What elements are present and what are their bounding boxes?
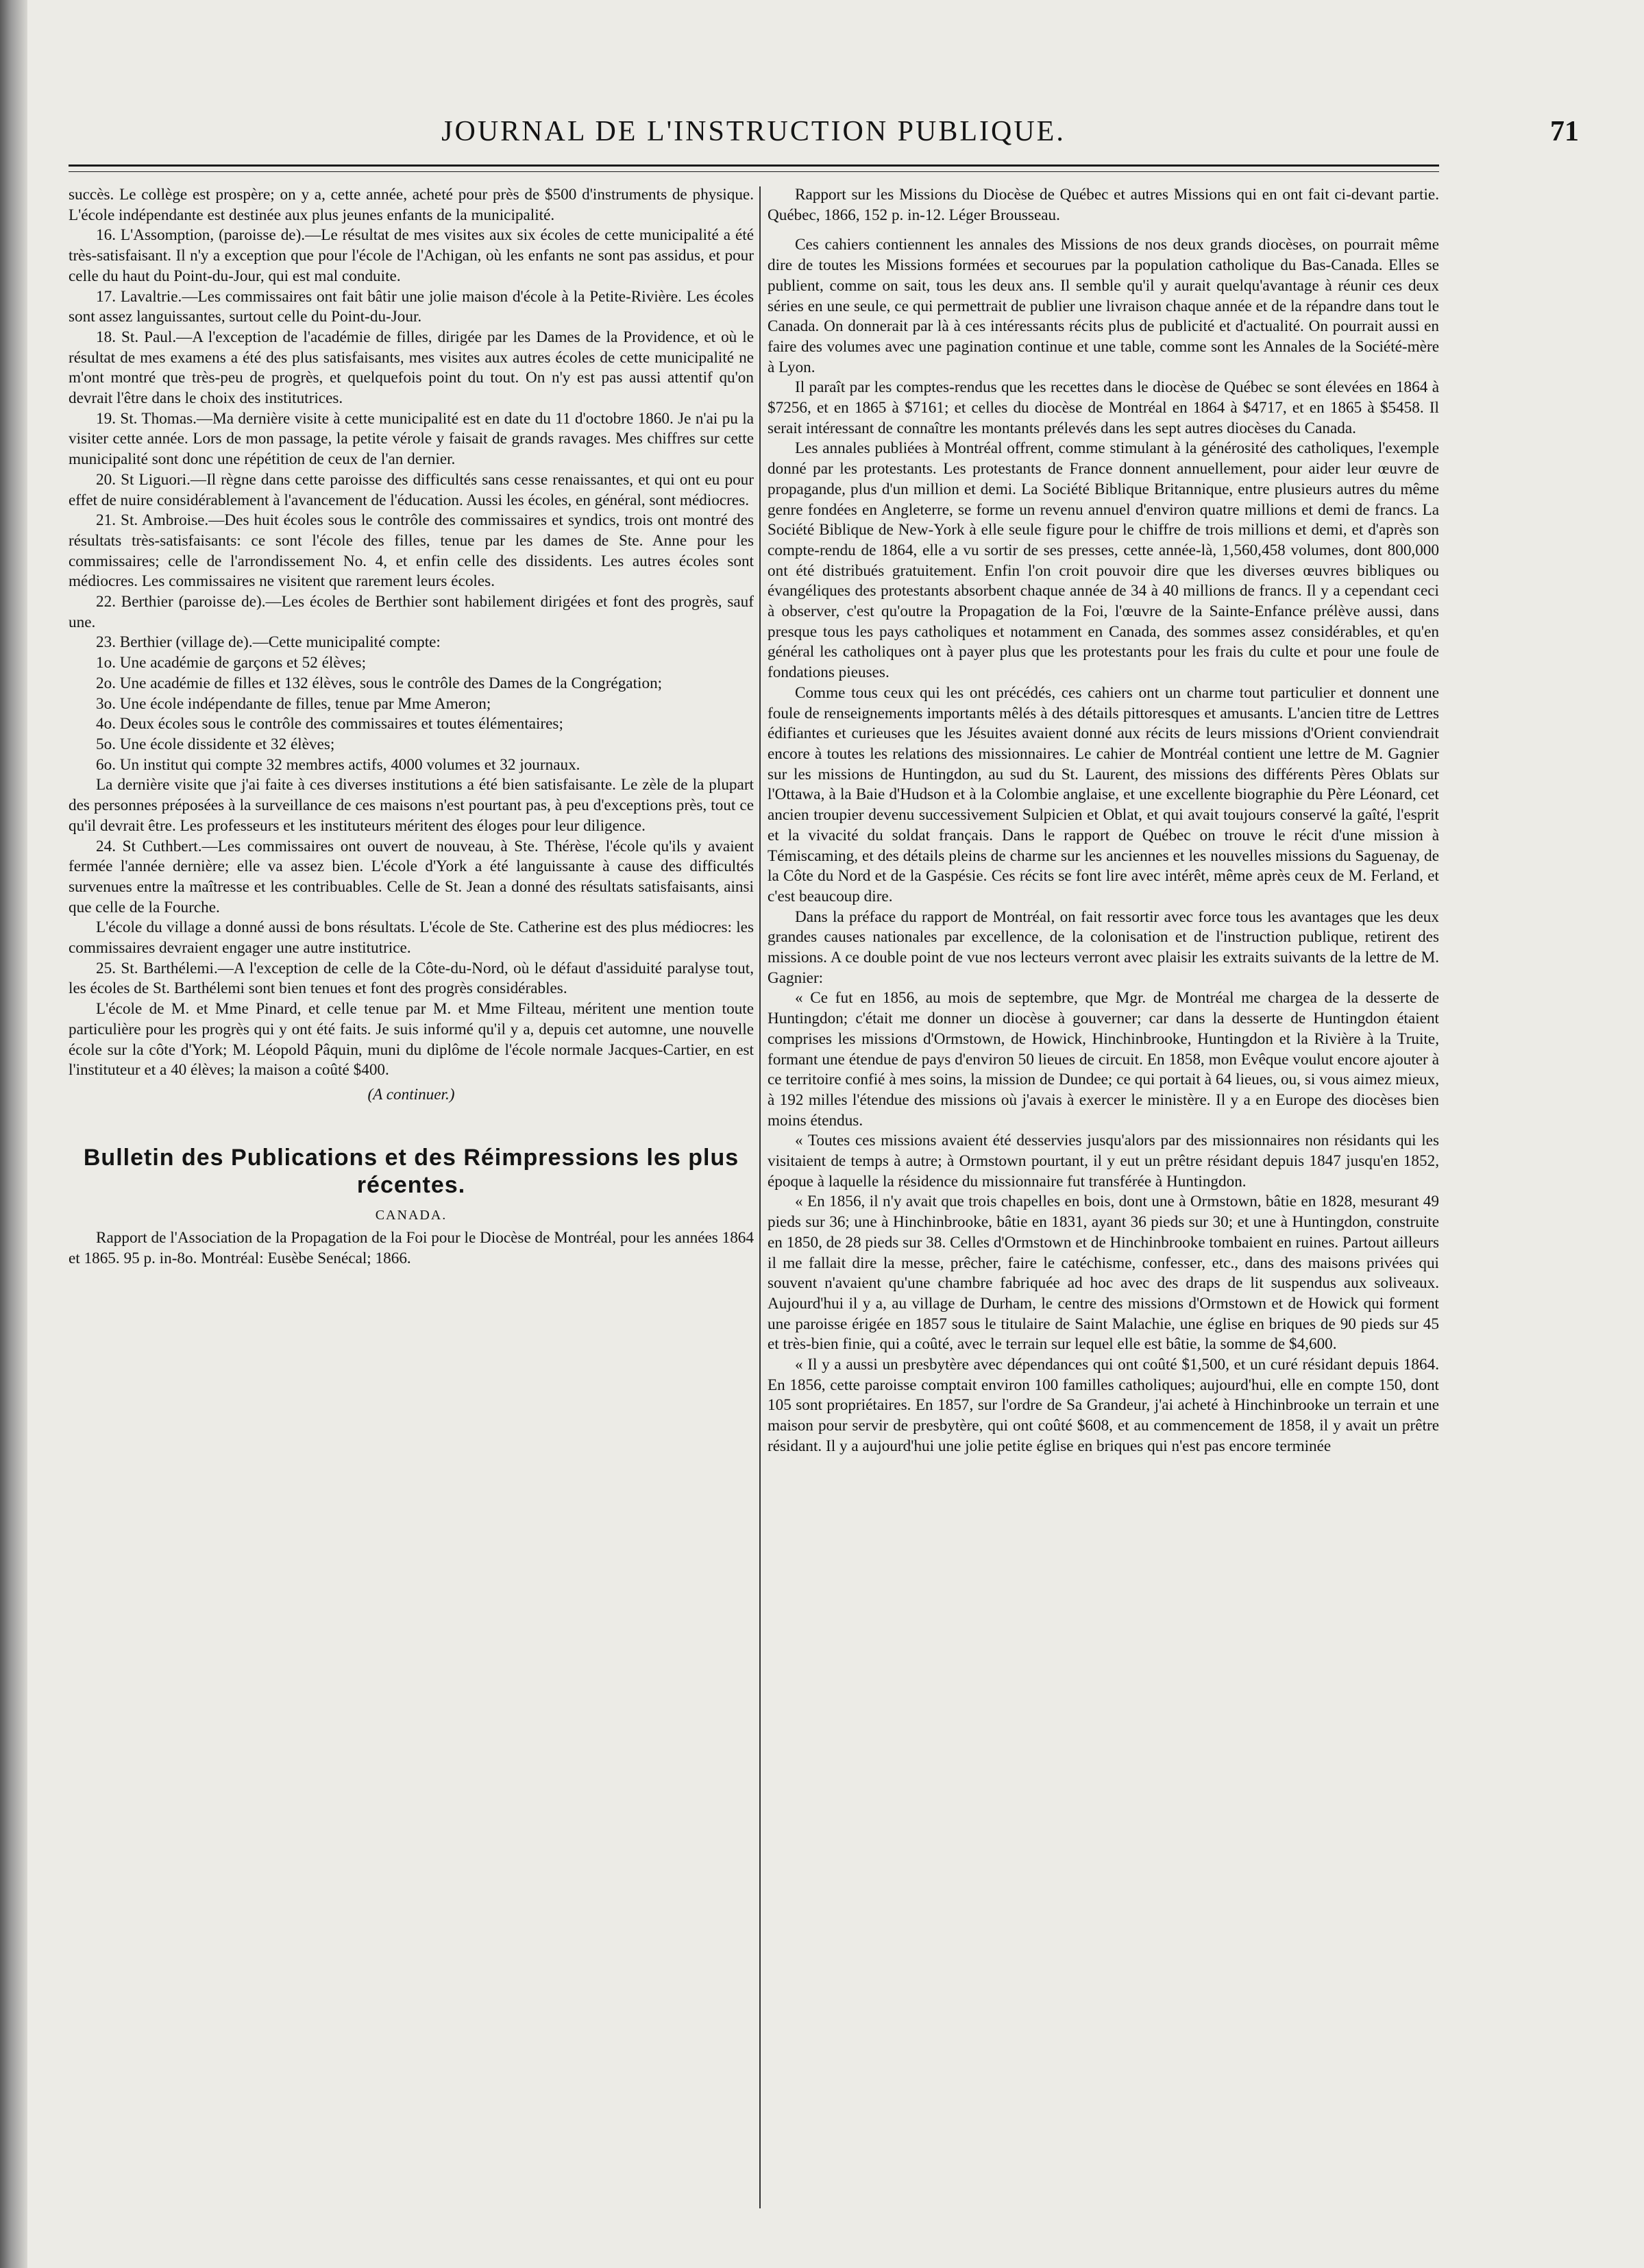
list-item: 2o. Une académie de filles et 132 élèves, sous le contrôle des Dames de la Congrégation; bbox=[96, 674, 663, 692]
section-subhead: CANADA. bbox=[375, 1207, 447, 1223]
paragraph: Il paraît par les comptes-rendus que les recettes dans le diocèse de Québec se sont élevées en 1864 à $7256, et en 1865 à $7161; et celles du diocèse de Montréal en 1864 à $4717, et en 1865 à $5458. Il serait intéressant de connaître les montants prélevés dans les sept autres diocèses du Canada. bbox=[768, 378, 1439, 437]
page-header bbox=[69, 115, 1579, 158]
list-item: 3o. Une école indépendante de filles, tenue par Mme Ameron; bbox=[96, 694, 491, 713]
header-rule-thin bbox=[69, 171, 1439, 172]
list-item: 6o. Un institut qui compte 32 membres actifs, 4000 volumes et 32 journaux. bbox=[96, 755, 580, 774]
paragraph: 21. St. Ambroise.—Des huit écoles sous le contrôle des commissaires et syndics, trois ont montré des résultats très-satisfaisants: ce sont l'école des filles, tenue par les dames de Ste. Anne pour les commissaires; celle de l'arrondissement No. 4, et enfin celle des dissidents. Les autres écoles sont médiocres. Les commissaires ne visitent que rarement leurs écoles. bbox=[69, 511, 754, 591]
paragraph: 22. Berthier (paroisse de).—Les écoles de Berthier sont habilement dirigées et font des progrès, sauf une. bbox=[69, 593, 754, 631]
paragraph: Ces cahiers contiennent les annales des Missions de nos deux grands diocèses, on pourrait même dire de toutes les Missions formées et secourues par la population catholique du Bas-Canada. Elles se publient, comme on sait, tous les deux ans. Il semble qu'il y aurait quelqu'avantage à réunir ces deux séries en une seule, ce qui permettrait de publier une livraison chaque année et de la répandre dans tout le Canada. On donnerait par là à ces intéressants récits plus de publicité et d'actualité. On pourrait aussi en faire des volumes avec une pagination continue et une table, comme sont les Annales de la Société-mère à Lyon. bbox=[768, 236, 1439, 376]
section-title: Bulletin des Publications et des Réimpressions les plus récentes. bbox=[83, 1144, 739, 1198]
running-title: JOURNAL DE L'INSTRUCTION PUBLIQUE. bbox=[441, 116, 1066, 147]
column-divider bbox=[759, 186, 761, 2208]
paragraph: 19. St. Thomas.—Ma dernière visite à cette municipalité est en date du 11 d'octobre 1860. Je n'ai pu la visiter cette année. Lors de mon passage, la petite vérole y faisait de grands ravages. Mes chiffres sur cette municipalité sont donc une répétition de ceux de l'an dernier. bbox=[69, 409, 754, 469]
paragraph: succès. Le collège est prospère; on y a, cette année, acheté pour près de $500 d'instruments de physique. L'école indépendante est destinée aux plus jeunes enfants de la municipalité. bbox=[69, 186, 754, 224]
paragraph: Comme tous ceux qui les ont précédés, ces cahiers ont un charme tout particulier et donnent une foule de renseignements importants mêlés à des détails pittoresques et amusants. L'ancien titre de Lettres édifiantes et curieuses que les Jésuites avaient donné aux récits de leurs missions d'Orient conviendrait encore à toutes les relations des missionnaires. Le cahier de Montréal contient une lettre de M. Gagnier sur les missions de Huntingdon, au sud du St. Laurent, des missions des différents Pères Oblats sur l'Ottawa, à la Baie d'Hudson et à la Colombie anglaise, et une excellente biographie du Père Léonard, cet ancien troupier devenu successivement Sulpicien et Oblat, et qui avait toujours conservé la gaîté, l'esprit et la vivacité du soldat français. Dans le rapport de Québec on trouve le récit d'une mission à Témiscaming, et des détails pleins de charme sur les anciennes et les nouvelles missions du Saguenay, de la Côte du Nord et de la Gaspésie. Ces récits se font lire avec intérêt, même après ceux de M. Ferland, et c'est beaucoup dire. bbox=[768, 683, 1439, 905]
paragraph: 23. Berthier (village de).—Cette municipalité compte: bbox=[96, 633, 441, 652]
paragraph: 25. St. Barthélemi.—A l'exception de celle de la Côte-du-Nord, où le défaut d'assiduité paralyse tout, les écoles de St. Barthélemi sont bien tenues et font des progrès considérables. bbox=[69, 959, 754, 998]
paragraph: Dans la préface du rapport de Montréal, on fait ressortir avec force tous les avantages que les deux grandes causes nationales par excellence, de la colonisation et de l'instruction publique, retirent des missions. A ce double point de vue nos lecteurs verront avec plaisir les extraits suivants de la lettre de M. Gagnier: bbox=[768, 907, 1439, 987]
paragraph: 16. L'Assomption, (paroisse de).—Le résultat de mes visites aux six écoles de cette municipalité a été très-satisfaisant. Il n'y a exception que pour l'école de l'Achigan, où les enfants ne sont pas assidus, et pour celle du haut du Point-du-Jour, qui est mal conduite. bbox=[69, 226, 754, 285]
paragraph: 24. St Cuthbert.—Les commissaires ont ouvert de nouveau, à Ste. Thérèse, l'école qu'ils y avaient fermée l'année dernière; elle va assez bien. L'école d'York a été languissante à cause des difficultés survenues entre la maîtresse et les contribuables. Celle de St. Jean a donné des résultats satisfaisants, ainsi que celle de la Fourche. bbox=[69, 837, 754, 916]
right-column bbox=[768, 185, 1439, 1457]
paragraph: 17. Lavaltrie.—Les commissaires ont fait bâtir une jolie maison d'école à la Petite-Rivière. Les écoles sont assez languissantes, surtout celle du Point-du-Jour. bbox=[69, 287, 754, 326]
publication-entry: Rapport de l'Association de la Propagation de la Foi pour le Diocèse de Montréal, pour les années 1864 et 1865. 95 p. in-8o. Montréal: Eusèbe Senécal; 1866. bbox=[69, 1229, 754, 1268]
list-item: 1o. Une académie de garçons et 52 élèves; bbox=[96, 654, 367, 672]
quoted-paragraph: « Il y a aussi un presbytère avec dépendances qui ont coûté $1,500, et un curé résidant depuis 1864. En 1856, cette paroisse comptait environ 100 familles catholiques; aujourd'hui, elle en compte 150, dont 105 sont propriétaires. En 1857, sur l'ordre de Sa Grandeur, j'ai acheté à Hinchinbrooke un terrain et une maison pour servir de presbytère, qui ont coûté $608, et au commencement de 1858, il y avait un prêtre résidant. Il y a aujourd'hui une jolie petite église en briques qui n'est pas encore terminée bbox=[768, 1356, 1439, 1455]
continuer-note: (A continuer.) bbox=[367, 1085, 455, 1103]
binding-edge bbox=[0, 0, 27, 2268]
paragraph: 20. St Liguori.—Il règne dans cette paroisse des difficultés sans cesse renaissantes, et qui ont eu pour effet de nuire considérablement à l'avancement de l'éducation. Aussi les écoles, en général, sont médiocres. bbox=[69, 470, 754, 509]
paragraph: L'école du village a donné aussi de bons résultats. L'école de Ste. Catherine est des plus médiocres: les commissaires devraient engager une autre institutrice. bbox=[69, 918, 754, 958]
publication-entry: Rapport sur les Missions du Diocèse de Québec et autres Missions qui en ont fait ci-devant partie. Québec, 1866, 152 p. in-12. Léger Brousseau. bbox=[768, 186, 1439, 224]
quoted-paragraph: « En 1856, il n'y avait que trois chapelles en bois, dont une à Ormstown, bâtie en 1828, mesurant 49 pieds sur 36; une à Hinchinbrooke, bâtie en 1831, ayant 36 pieds sur 30; et une à Huntingdon, construite en 1850, de 28 pieds sur 38. Celles d'Ormstown et de Hinchinbrooke tombaient en ruines. Partout ailleurs il me fallait dire la messe, prêcher, faire le catéchisme, confesser, etc., dans des maisons privées qui souvent n'avaient qu'une chambre fabriquée ad hoc avec des draps de lit suspendus aux soliveaux. Aujourd'hui il y a, au village de Durham, le centre des missions d'Ormstown et de Howick qui forment une paroisse érigée en 1857 sous le titulaire de Saint Malachie, une église en briques de 90 pieds sur 45 et très-bien finie, qui a coûté, avec le terrain sur lequel elle est bâtie, la somme de $4,600. bbox=[768, 1193, 1439, 1354]
left-column bbox=[69, 185, 754, 1269]
quoted-paragraph: « Ce fut en 1856, au mois de septembre, que Mgr. de Montréal me chargea de la desserte de Huntingdon; c'était me donner un diocèse à gouverner; car dans la desserte de Huntingdon étaient comprises les missions d'Ormstown, de Howick, Hinchinbrooke, Huntingdon et la Rivière à la Truite, formant une étendue de pays d'environ 50 lieues de circuit. En 1858, mon Evêque voulut encore ajouter à ce territoire confié à mes soins, la mission de Dundee; ce qui portait à 64 lieues, ou, si vous aimez mieux, à 192 milles l'étendue des missions où j'avais à exercer le ministère. Il y a en Europe des diocèses bien moins étendus. bbox=[768, 989, 1439, 1130]
list-item: 5o. Une école dissidente et 32 élèves; bbox=[96, 735, 335, 753]
paragraph: La dernière visite que j'ai faite à ces diverses institutions a été bien satisfaisante. Le zèle de la plupart des personnes préposées à la surveillance de ces maisons n'est pourtant pas, à peu d'exceptions près, tout ce qu'il devrait être. Les professeurs et les instituteurs méritent des éloges pour leur diligence. bbox=[69, 776, 754, 835]
header-rule-thick bbox=[69, 164, 1439, 167]
paragraph: L'école de M. et Mme Pinard, et celle tenue par M. et Mme Filteau, méritent une mention toute particulière pour les progrès qui y ont été faits. Je suis informé qu'il y a, depuis cet automne, une nouvelle école sur la côte d'York; M. Léopold Pâquin, muni du diplôme de l'école normale Jacques-Cartier, en est l'instituteur et a 40 élèves; la maison a coûté $400. bbox=[69, 1000, 754, 1080]
list-item: 4o. Deux écoles sous le contrôle des commissaires et toutes élémentaires; bbox=[96, 715, 563, 733]
page-number: 71 bbox=[1550, 116, 1579, 147]
paragraph: 18. St. Paul.—A l'exception de l'académie de filles, dirigée par les Dames de la Providence, et où le résultat de mes examens a été des plus satisfaisants, mes visites aux autres écoles de cette municipalité ne m'ont montré que très-peu de progrès, et quelquefois point du tout. On n'y est pas aussi attentif qu'on devrait l'être dans le choix des institutrices. bbox=[69, 328, 754, 408]
paragraph: Les annales publiées à Montréal offrent, comme stimulant à la générosité des catholiques, l'exemple donné par les protestants. Les protestants de France donnent annuellement, pour aider leur œuvre de propagande, plus d'un million et demi. La Société Biblique Britannique, entre plusieurs autres du même genre fondées en Angleterre, se forme un revenu annuel d'environ quatre millions et demi de francs. La Société Biblique de New-York à elle seule figure pour le chiffre de trois millions et demi, et d'après son compte-rendu de 1864, elle a vu sortir de ses presses, cette année-là, 1,560,458 volumes, dont 800,000 ont été distribués gratuitement. Enfin l'on croit pouvoir dire que les diverses œuvres bibliques ou évangéliques des protestants absorbent chaque année de 34 à 40 millions de francs. Il y a cependant ceci à observer, c'est qu'outre la Propagation de la Foi, l'œuvre de la Sainte-Enfance prélève aussi, dans presque tous les pays catholiques et notamment en Canada, des sommes assez considérables, et qu'en général les catholiques ont à payer plus que les protestants pour les frais du culte et pour une foule de fondations pieuses. bbox=[768, 439, 1439, 682]
quoted-paragraph: « Toutes ces missions avaient été desservies jusqu'alors par des missionnaires non résidants qui les visitaient de temps à autre; à Ormstown pourtant, il y eut un prêtre résidant depuis 1847 jusqu'en 1852, époque à laquelle la résidence du missionnaire fut transférée à Huntingdon. bbox=[768, 1132, 1439, 1191]
